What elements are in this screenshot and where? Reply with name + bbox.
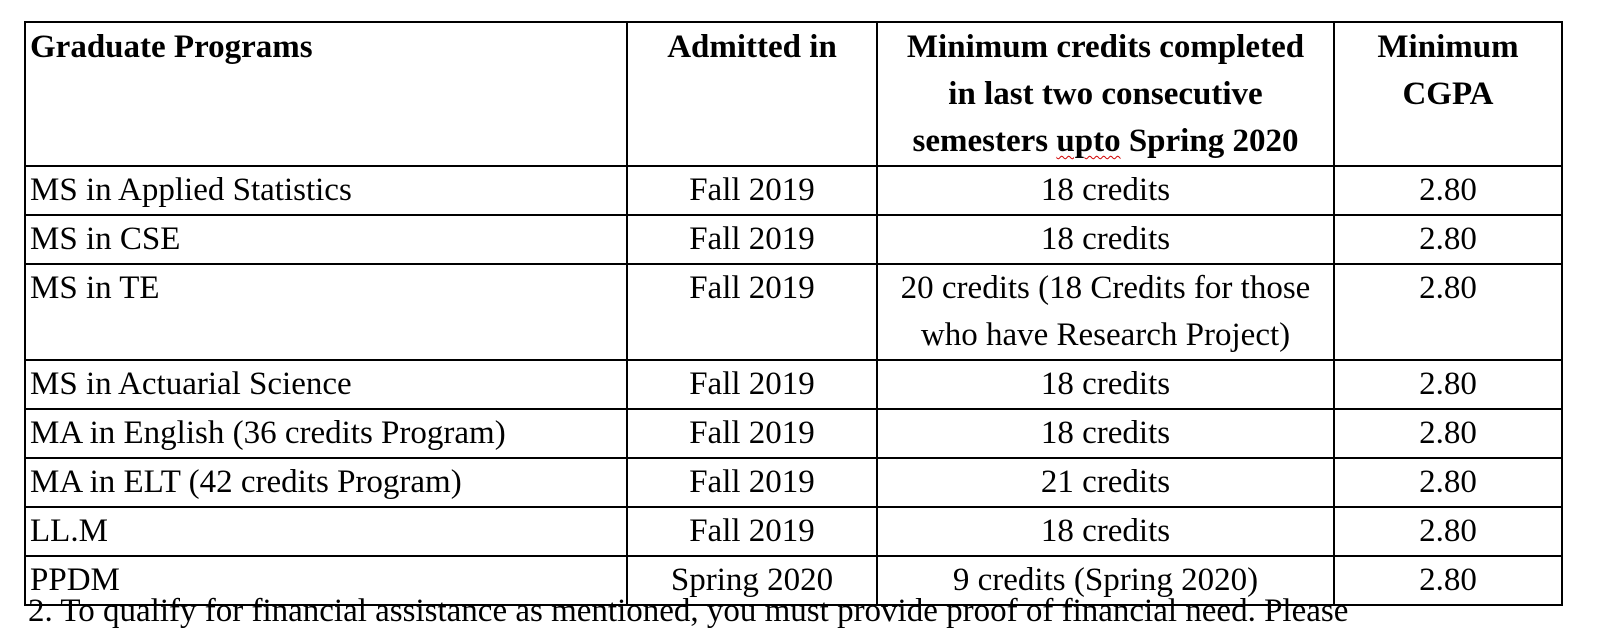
admitted-cell: Fall 2019	[627, 409, 877, 458]
admitted-cell: Fall 2019	[627, 360, 877, 409]
credits-cell: 18 credits	[877, 215, 1334, 264]
credits-cell: 9 credits (Spring 2020)	[877, 556, 1334, 605]
table-row	[25, 458, 1562, 507]
cgpa-cell: 2.80	[1334, 360, 1562, 409]
header-minimum-credits: Minimum credits completed in last two consecutive semesters upto Spring 2020	[877, 22, 1334, 166]
table-row	[25, 360, 1562, 409]
table-row	[25, 215, 1562, 264]
admitted-cell: Fall 2019	[627, 166, 877, 215]
cgpa-cell: 2.80	[1334, 458, 1562, 507]
program-cell: MS in TE	[25, 264, 627, 360]
header-graduate-programs: Graduate Programs	[25, 22, 627, 166]
graduate-programs-table	[24, 21, 1563, 606]
table-row	[25, 166, 1562, 215]
admitted-cell: Fall 2019	[627, 507, 877, 556]
cgpa-cell: 2.80	[1334, 215, 1562, 264]
table-row	[25, 507, 1562, 556]
cgpa-cell: 2.80	[1334, 166, 1562, 215]
table-header-row	[25, 22, 1562, 166]
header-admitted-in: Admitted in	[627, 22, 877, 166]
credits-cell: 21 credits	[877, 458, 1334, 507]
cgpa-cell: 2.80	[1334, 556, 1562, 605]
spellcheck-flagged-word: upto	[1056, 123, 1121, 159]
credits-cell: 18 credits	[877, 166, 1334, 215]
footer-note-text: 2. To qualify for financial assistance as mentioned, you must provide proof of financial need. Please	[28, 593, 1349, 629]
program-cell: MS in CSE	[25, 215, 627, 264]
program-cell: MS in Applied Statistics	[25, 166, 627, 215]
credits-cell: 18 credits	[877, 409, 1334, 458]
credits-cell: 18 credits	[877, 507, 1334, 556]
credits-cell: 18 credits	[877, 360, 1334, 409]
program-cell: PPDM	[25, 556, 627, 605]
program-cell: MS in Actuarial Science	[25, 360, 627, 409]
admitted-cell: Fall 2019	[627, 215, 877, 264]
credits-cell: 20 credits (18 Credits for those who have Research Project)	[877, 264, 1334, 360]
cgpa-cell: 2.80	[1334, 409, 1562, 458]
cgpa-cell: 2.80	[1334, 264, 1562, 360]
program-cell: MA in ELT (42 credits Program)	[25, 458, 627, 507]
table-row	[25, 409, 1562, 458]
program-cell: LL.M	[25, 507, 627, 556]
table-row	[25, 264, 1562, 360]
cgpa-cell: 2.80	[1334, 507, 1562, 556]
program-cell: MA in English (36 credits Program)	[25, 409, 627, 458]
admitted-cell: Fall 2019	[627, 264, 877, 360]
header-minimum-cgpa: Minimum CGPA	[1334, 22, 1562, 166]
admitted-cell: Fall 2019	[627, 458, 877, 507]
admitted-cell: Spring 2020	[627, 556, 877, 605]
